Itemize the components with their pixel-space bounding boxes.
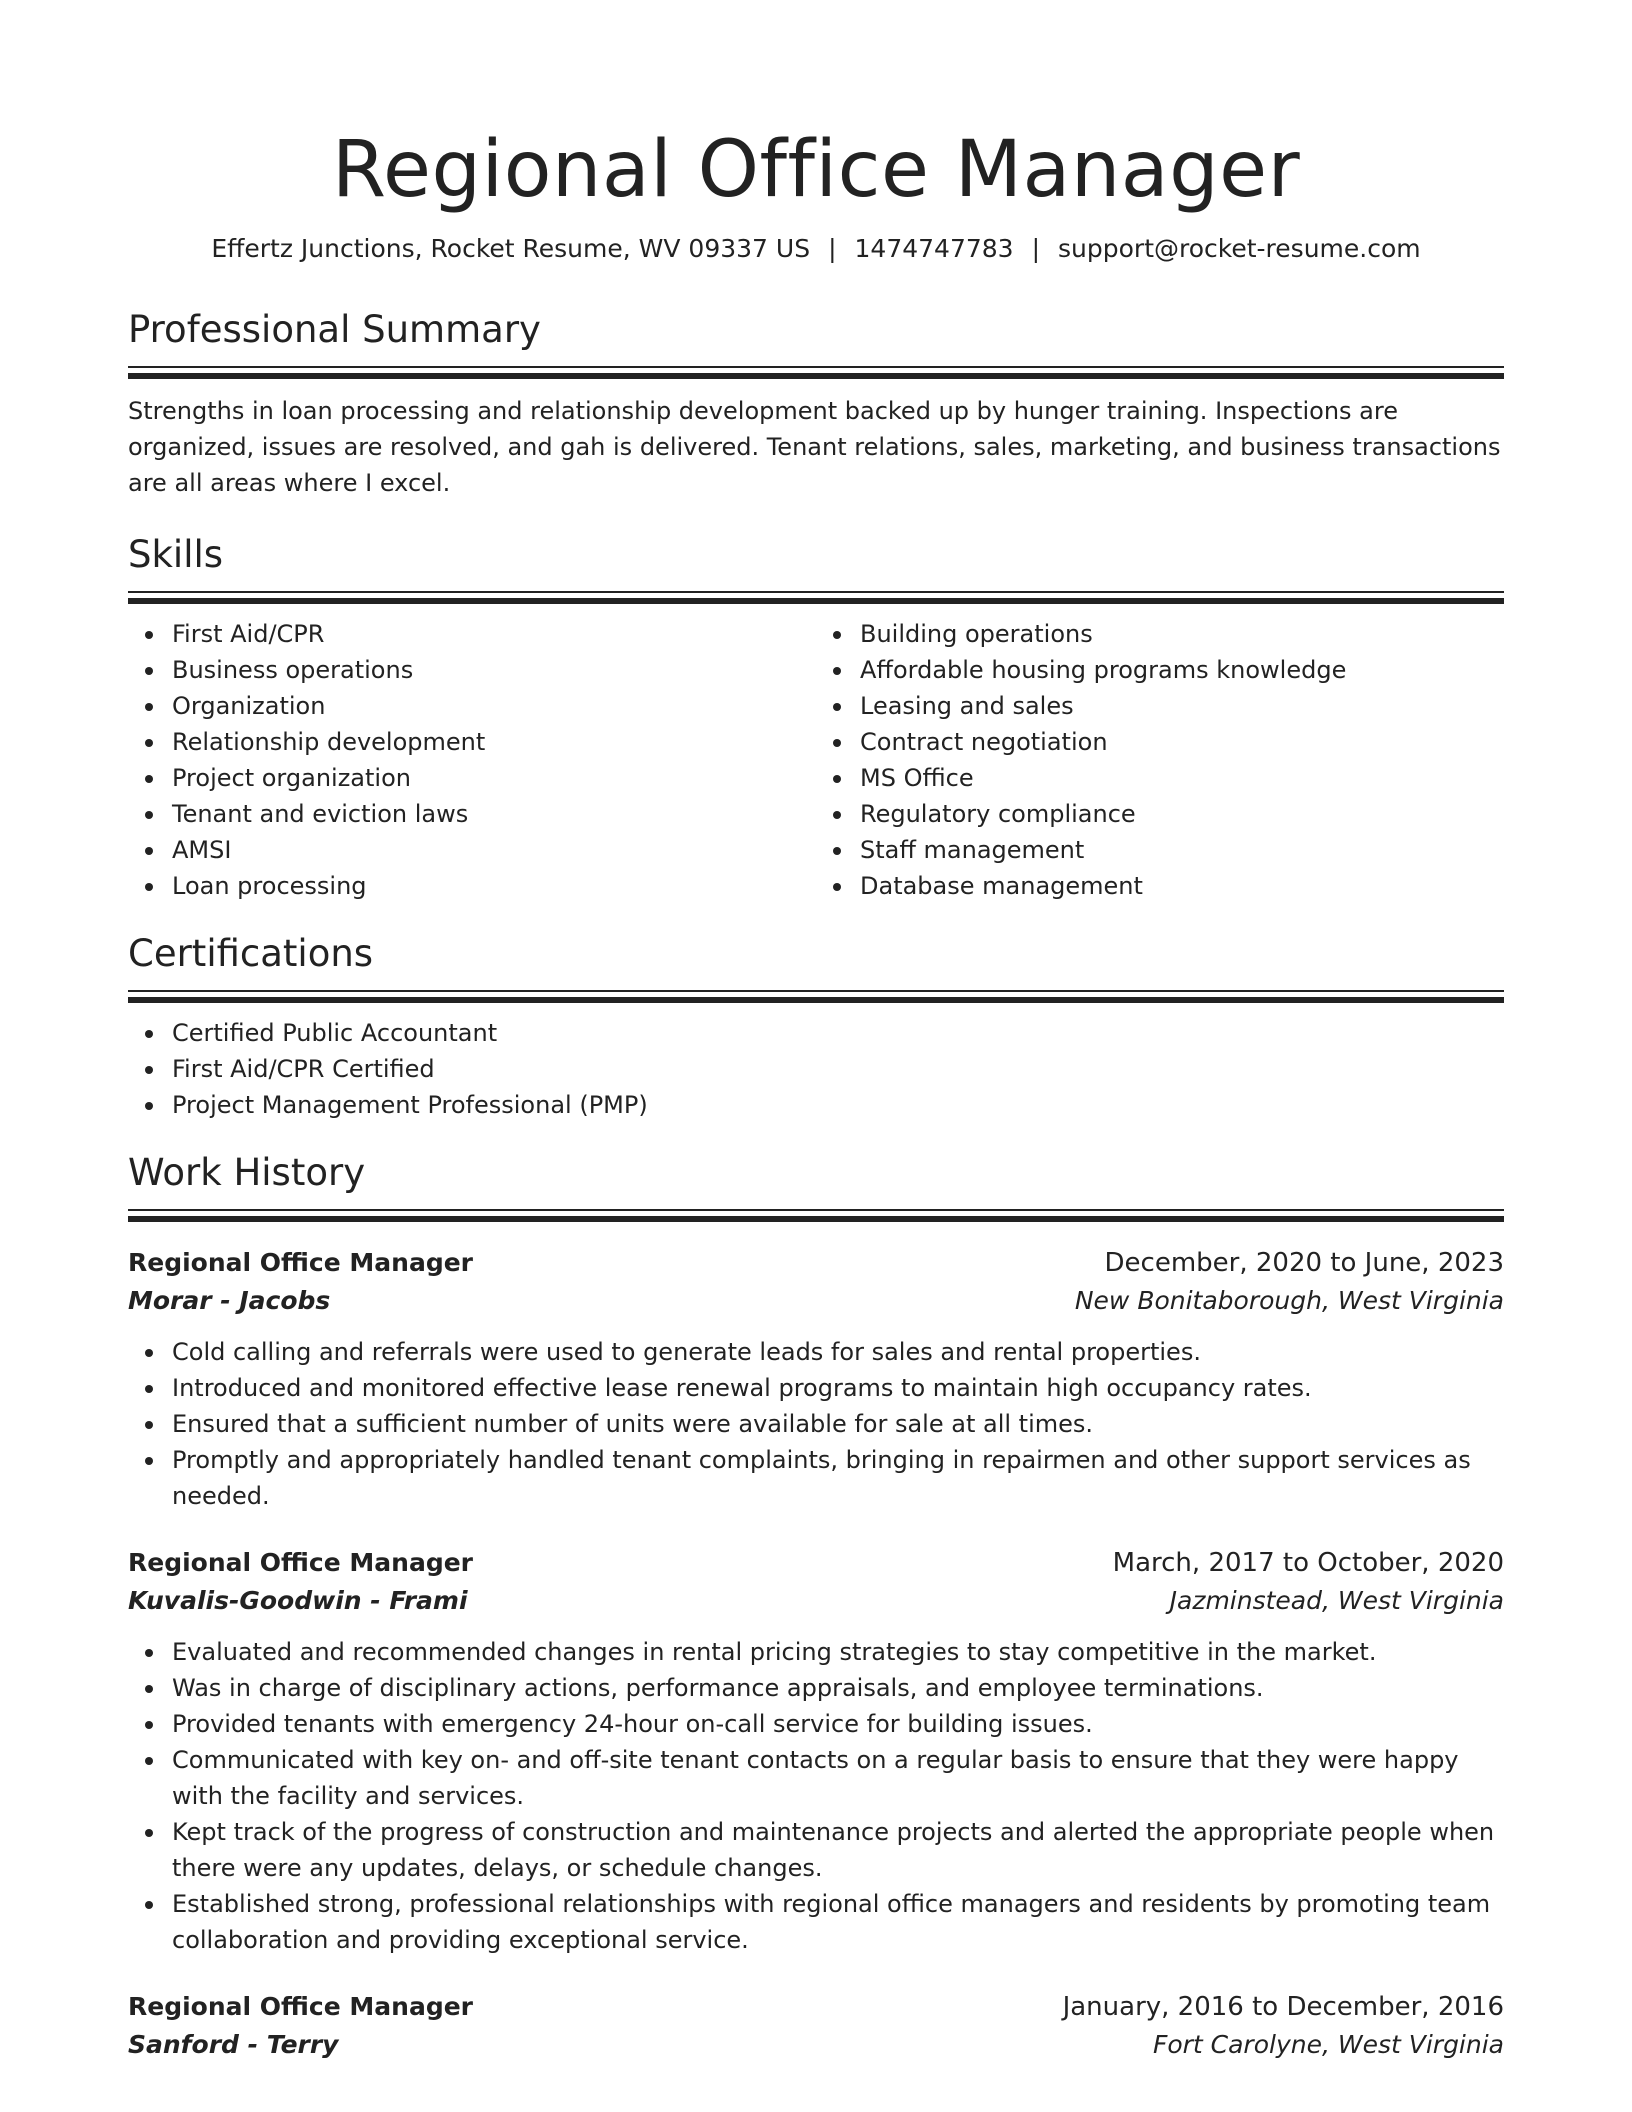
skills-section [128,531,1504,904]
skill-item: Regulatory compliance [860,796,1504,832]
work-history-title: Work History [128,1151,366,1194]
contact-phone: 1474747783 [854,234,1014,263]
job-duty-item: Was in charge of disciplinary actions, performance appraisals, and employee terminations. [172,1670,1504,1706]
job-duty-item: Promptly and appropriately handled tenant complaints, bringing in repairmen and other support services as needed. [172,1442,1504,1514]
skill-item: AMSI [172,832,816,868]
skill-item: Business operations [172,652,816,688]
job-title: Regional Office Manager [128,1548,473,1577]
contact-separator: | [828,234,837,263]
contact-line [128,232,1504,266]
skill-item: Staff management [860,832,1504,868]
skill-item: Loan processing [172,868,816,904]
section-divider [128,591,1504,604]
job-company: Kuvalis-Goodwin - Frami [128,1586,468,1615]
job-duty-item: Cold calling and referrals were used to generate leads for sales and rental properties. [172,1334,1504,1370]
skills-list-right [816,616,1504,904]
certifications-list [128,1015,1504,1123]
skill-item: Affordable housing programs knowledge [860,652,1504,688]
skill-item: Organization [172,688,816,724]
job-duty-item: Evaluated and recommended changes in rental pricing strategies to stay competitive in the market. [172,1634,1504,1670]
skill-item: Database management [860,868,1504,904]
job-location: Fort Carolyne, West Virginia [1152,2030,1504,2059]
job-location: Jazminstead, West Virginia [1169,1586,1504,1615]
job-duty-item: Communicated with key on- and off-site tenant contacts on a regular basis to ensure that they were happy with the facility and services. [172,1742,1504,1814]
summary-title: Professional Summary [128,308,541,351]
section-divider [128,366,1504,379]
certification-item: First Aid/CPR Certified [172,1051,1504,1087]
certification-item: Certified Public Accountant [172,1015,1504,1051]
skill-item: Leasing and sales [860,688,1504,724]
job-duty-item: Established strong, professional relationships with regional office managers and residents by promoting team collaboration and providing exceptional service. [172,1886,1504,1958]
certifications-title: Certifications [128,932,374,975]
summary-text: Strengths in loan processing and relationship development backed up by hunger training. Inspections are organized, issues are resolved, and gah is delivered. Tenant relations, sales, marketing, and business transactions are all areas where I excel. [128,397,1501,497]
job-entry [128,1544,1504,1958]
certification-item: Project Management Professional (PMP) [172,1087,1504,1123]
section-divider [128,1209,1504,1222]
skill-item: Building operations [860,616,1504,652]
certifications-section [128,930,1504,1123]
job-location: New Bonitaborough, West Virginia [1074,1286,1504,1315]
candidate-name: Regional Office Manager [331,125,1301,215]
job-duty-item: Kept track of the progress of construction and maintenance projects and alerted the appropriate people when there were any updates, delays, or schedule changes. [172,1814,1504,1886]
job-duty-item: Ensured that a sufficient number of units were available for sale at all times. [172,1406,1504,1442]
job-title: Regional Office Manager [128,1992,473,2021]
skill-item: MS Office [860,760,1504,796]
job-entry [128,1244,1504,1514]
job-duty-item: Introduced and monitored effective lease renewal programs to maintain high occupancy rates. [172,1370,1504,1406]
job-company: Sanford - Terry [128,2030,339,2059]
skill-item: Contract negotiation [860,724,1504,760]
job-dates: December, 2020 to June, 2023 [1104,1248,1504,1278]
resume-content [128,0,1504,2064]
work-history-section [128,1149,1504,2064]
skills-list-left [128,616,816,904]
job-duties [128,1334,1504,1514]
summary-section [128,306,1504,501]
job-entry [128,1988,1504,2064]
skill-item: Project organization [172,760,816,796]
contact-email: support@rocket-resume.com [1058,234,1421,263]
job-title: Regional Office Manager [128,1248,473,1277]
skill-item: Tenant and eviction laws [172,796,816,832]
skill-item: First Aid/CPR [172,616,816,652]
skills-title: Skills [128,533,224,576]
job-dates: March, 2017 to October, 2020 [1112,1548,1504,1578]
contact-address: Effertz Junctions, Rocket Resume, WV 09337 US [211,234,811,263]
job-duties [128,1634,1504,1958]
skills-columns [128,616,1504,904]
section-divider [128,990,1504,1003]
skill-item: Relationship development [172,724,816,760]
job-company: Morar - Jacobs [128,1286,331,1315]
contact-separator: | [1031,234,1041,263]
job-duty-item: Provided tenants with emergency 24-hour on-call service for building issues. [172,1706,1504,1742]
job-dates: January, 2016 to December, 2016 [1062,1992,1504,2022]
